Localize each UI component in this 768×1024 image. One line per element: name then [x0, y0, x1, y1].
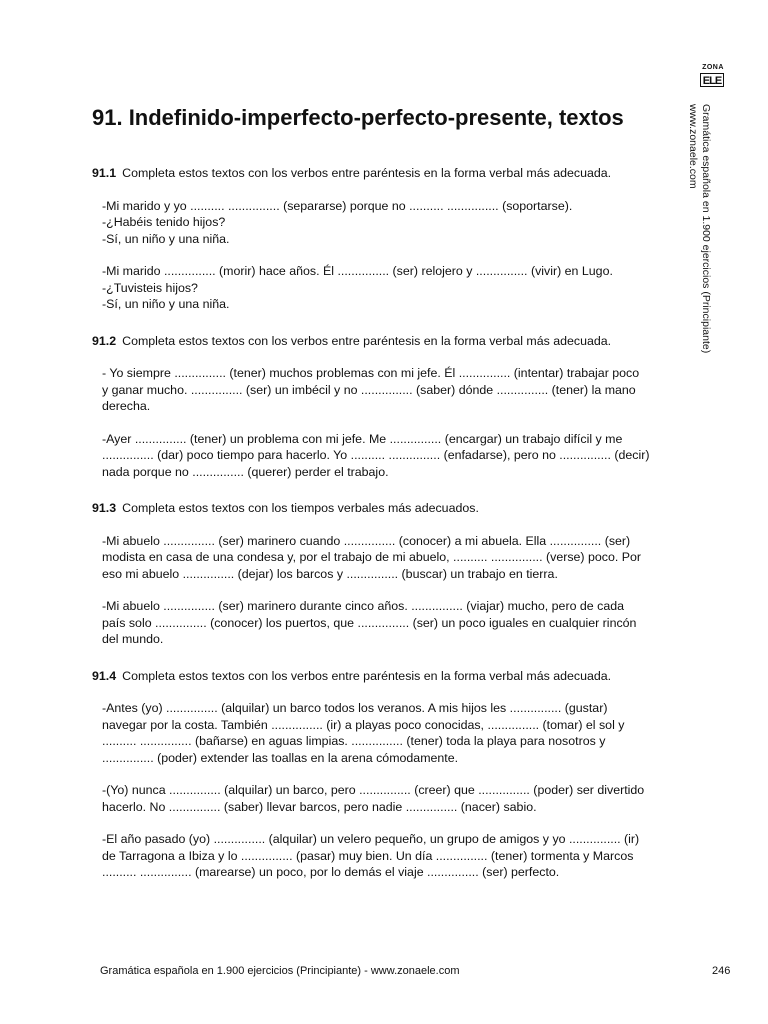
exercise-text-block: [102, 700, 684, 766]
exercise-instruction: [92, 165, 684, 182]
exercise-section: [92, 500, 684, 648]
exercise-text-line: hacerlo. No ............... (saber) llevar barcos, pero nadie ............... (nacer) sabio.: [102, 799, 537, 814]
exercise-text-line: modista en casa de una condesa y, por el trabajo de mi abuelo, .......... ............... (verse) poco. Por: [102, 550, 642, 564]
exercise-text-line: de Tarragona a Ibiza y lo ............... (pasar) muy bien. Un día ............... (tener) tormenta y Marcos: [102, 848, 634, 863]
exercise-instruction: [92, 500, 684, 517]
exercise-text-line: .......... ............... (marearse) un poco, por lo demás el viaje ............... (ser) perfecto.: [102, 865, 560, 879]
footer-text: Gramática española en 1.900 ejercicios (Principiante) - www.zonaele.com: [100, 965, 460, 977]
side-vertical-text: [686, 104, 712, 353]
exercise-instruction: [92, 668, 684, 685]
side-website: www.zonaele.com: [687, 104, 699, 189]
exercise-instruction-text: Completa estos textos con los verbos entre paréntesis en la forma verbal más adecuada.: [122, 668, 612, 683]
exercise-text-block: [102, 198, 684, 248]
exercise-text-block: [102, 782, 684, 815]
exercise-text-line: -Mi marido y yo .......... ............... (separarse) porque no .......... ............... (soportarse).: [102, 198, 573, 213]
exercise-number: 91.2: [92, 333, 117, 348]
exercise-number: 91.1: [92, 166, 117, 180]
logo-bottom-text: ELE: [700, 73, 724, 87]
exercise-text-line: eso mi abuelo ............... (dejar) los barcos y ............... (buscar) un trabajo en tierra.: [102, 566, 558, 581]
exercise-text-line: del mundo.: [102, 632, 164, 646]
exercise-text-line: -Ayer ............... (tener) un problema con mi jefe. Me ............... (encargar) un trabajo difícil y me: [102, 431, 623, 446]
exercise-instruction-text: Completa estos textos con los tiempos verbales más adecuados.: [122, 501, 479, 515]
exercise-text-line: -Antes (yo) ............... (alquilar) un barco todos los veranos. A mis hijos les ............... (gustar): [102, 701, 608, 715]
exercise-instruction-text: Completa estos textos con los verbos entre paréntesis en la forma verbal más adecuada.: [122, 166, 612, 180]
exercise-text-block: [102, 533, 684, 583]
exercise-text-line: -Mi abuelo ............... (ser) marinero cuando ............... (conocer) a mi abuela. Ella ............... (ser): [102, 533, 631, 548]
exercise-text-line: ............... (poder) extender las toallas en la arena cómodamente.: [102, 750, 459, 765]
zonaele-logo: [700, 64, 726, 87]
exercise-text-block: [102, 831, 684, 881]
exercise-text-block: [102, 365, 684, 415]
exercise-section: [92, 668, 684, 881]
exercises-container: [92, 165, 684, 881]
exercise-section: [92, 165, 684, 313]
exercise-number: 91.4: [92, 668, 117, 683]
exercise-text-line: derecha.: [102, 399, 151, 413]
logo-top-text: ZONA: [702, 64, 724, 71]
exercise-text-line: - Yo siempre ............... (tener) muchos problemas con mi jefe. Él ............... (intentar) trabajar poco: [102, 366, 640, 380]
exercise-text-block: [102, 431, 684, 481]
exercise-text-line: -¿Habéis tenido hijos?: [102, 215, 226, 229]
exercise-instruction: [92, 333, 684, 350]
exercise-text-line: -Mi abuelo ............... (ser) marinero durante cinco años. ............... (viajar) mucho, pero de cada: [102, 599, 624, 613]
exercise-text-line: -Sí, un niño y una niña.: [102, 297, 230, 311]
exercise-number: 91.3: [92, 501, 117, 515]
exercise-text-line: -Sí, un niño y una niña.: [102, 231, 230, 246]
exercise-text-line: .......... ............... (bañarse) en aguas limpias. ............... (tener) toda la playa para nosotros y: [102, 734, 606, 748]
side-book-title: Gramática española en 1.900 ejercicios (Principiante): [700, 104, 712, 354]
exercise-text-line: y ganar mucho. ............... (ser) un imbécil y no ............... (saber) dónde ............... (tener) la mano: [102, 382, 636, 397]
page-number: 246: [712, 965, 731, 977]
exercise-text-block: [102, 598, 684, 648]
exercise-text-line: nada porque no ............... (querer) perder el trabajo.: [102, 464, 389, 479]
exercise-instruction-text: Completa estos textos con los verbos entre paréntesis en la forma verbal más adecuada.: [122, 333, 612, 348]
page-title: 91. Indefinido-imperfecto-perfecto-presente, textos: [92, 105, 624, 130]
exercise-section: [92, 333, 684, 481]
exercise-text-block: [102, 263, 684, 313]
exercise-text-line: navegar por la costa. También ............... (ir) a playas poco conocidas, ............... (tomar) el sol y: [102, 717, 625, 732]
exercise-text-line: -Mi marido ............... (morir) hace años. Él ............... (ser) relojero y ............... (vivir) en Lugo.: [102, 264, 613, 278]
exercise-text-line: país solo ............... (conocer) los puertos, que ............... (ser) un poco iguales en cualquier rincón: [102, 615, 637, 630]
exercise-text-line: -¿Tuvisteis hijos?: [102, 280, 198, 295]
exercise-text-line: -El año pasado (yo) ............... (alquilar) un velero pequeño, un grupo de amigos y yo ............... (ir): [102, 832, 640, 846]
exercise-text-line: -(Yo) nunca ............... (alquilar) un barco, pero ............... (creer) que ............... (poder) ser divertido: [102, 783, 645, 797]
exercise-text-line: ............... (dar) poco tiempo para hacerlo. Yo .......... ............... (enfadarse), pero no ............... (decir): [102, 448, 650, 462]
